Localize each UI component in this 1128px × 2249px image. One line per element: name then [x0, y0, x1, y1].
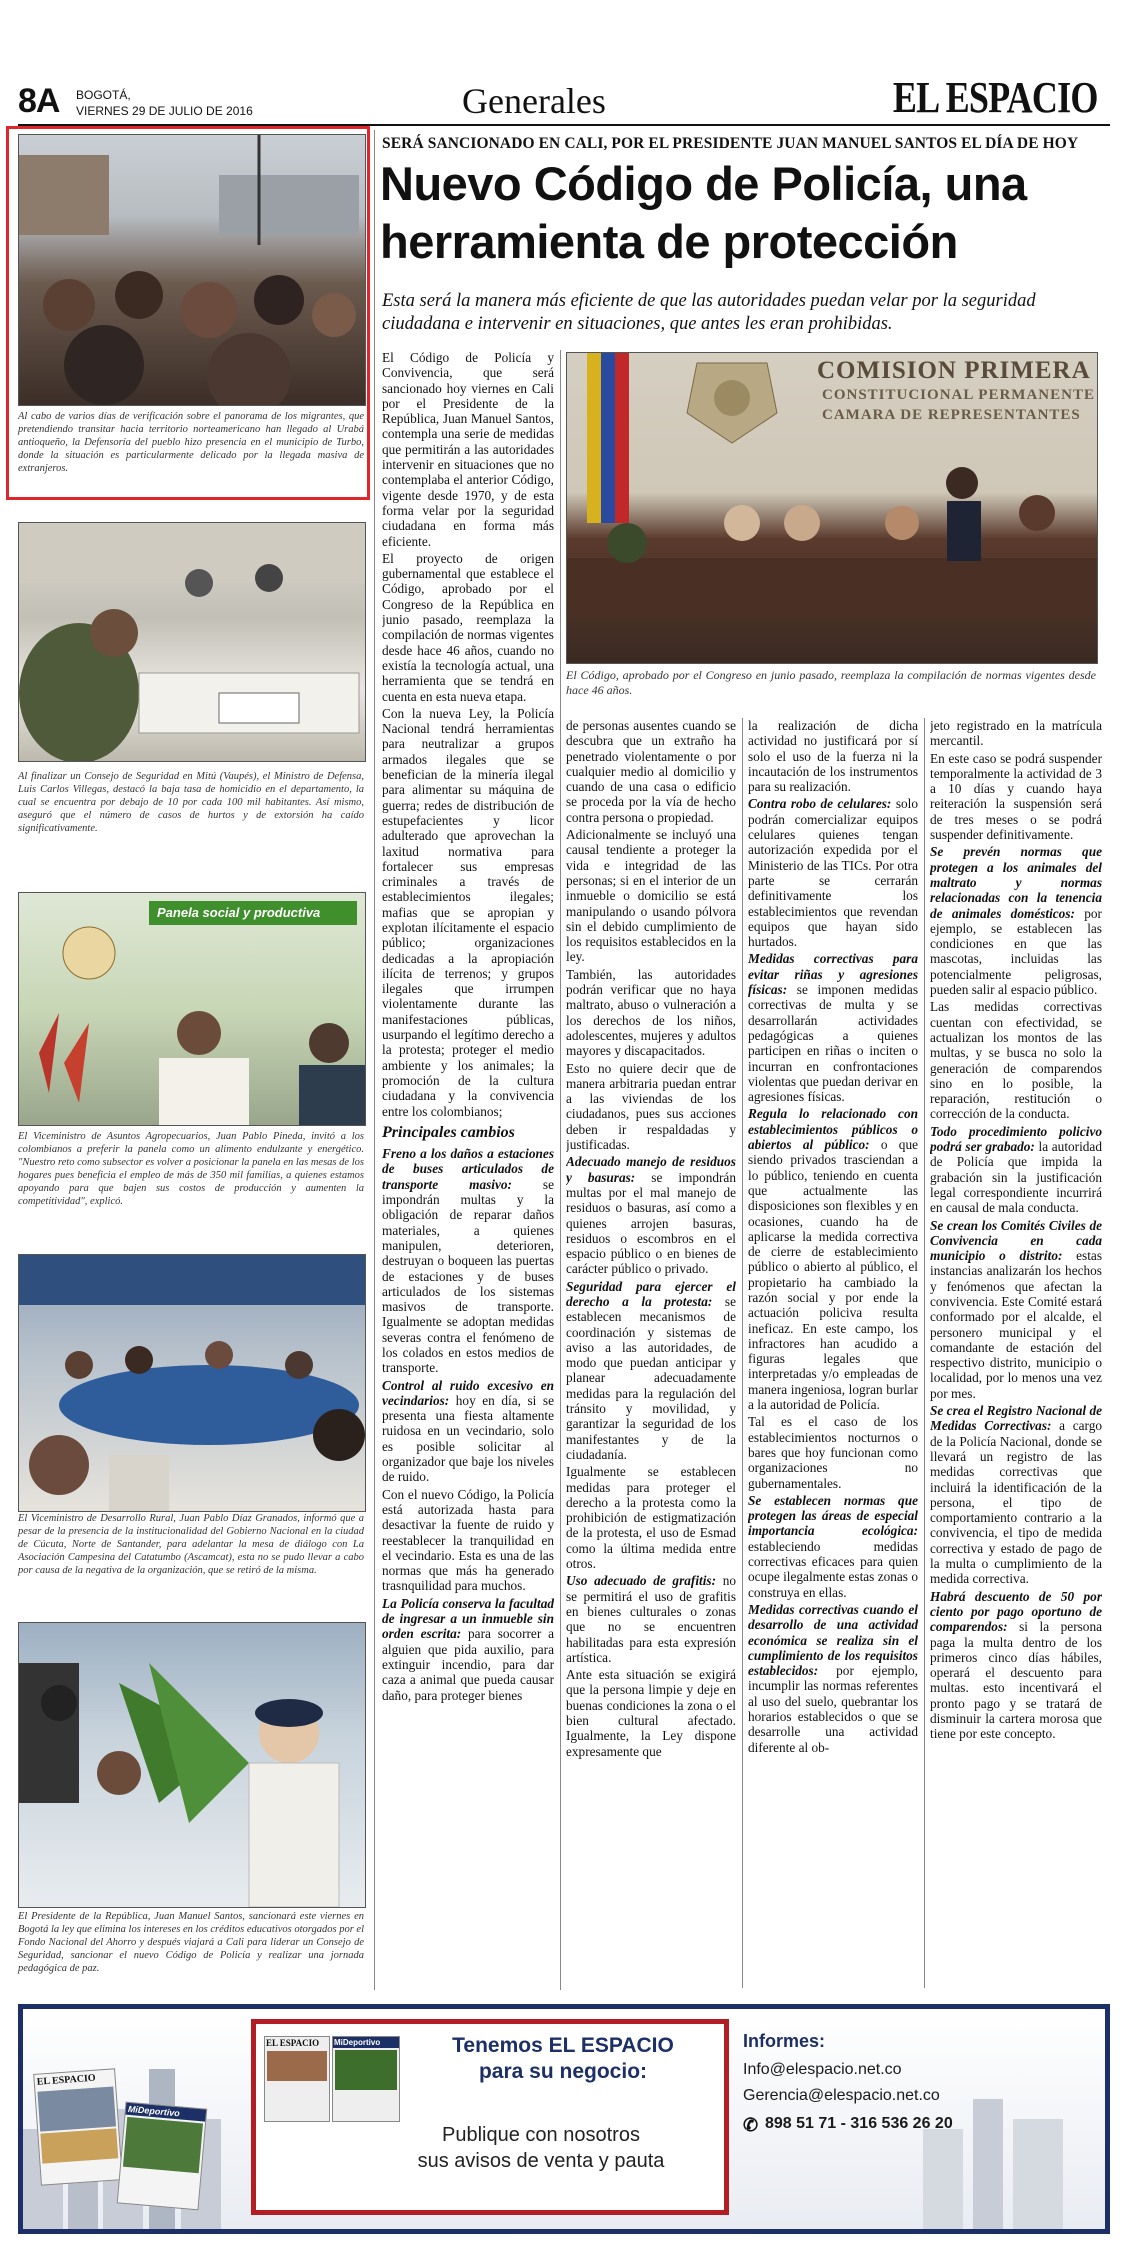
paragraph: Habrá descuento de 50 por ciento por pago oportuno de comparendos: si la persona paga la multa dentro de los primeros cinco días hábiles, operará el descuento para multas. esto incentivará el pronto pago y se tratará de disminuir la cartera morosa que tiene por este concepto. — [930, 1588, 1102, 1742]
ad-body-line2: sus avisos de venta y pauta — [417, 2150, 665, 2172]
headline-line2: herramienta de protección — [380, 215, 958, 268]
dateline-city: BOGOTÁ, — [76, 88, 131, 102]
advertisement[interactable] — [18, 2004, 1110, 2234]
security-council-photo — [18, 522, 366, 762]
paragraph: Con la nueva Ley, la Policía Nacional tendrá herramientas para neutralizar a grupos armados ilegales que se benefician de la minería ilegal para alimentar su máquina de guerra; redes de distribución de estupefacientes y licor adulterado que aprovechan la laxitud normativa para fortalecer sus empresas criminales a través de establecimientos ilegales; mafias que se apropian y explotan ilícitamente el espacio público; organizaciones dedicadas a la apropiación ilícita de terrenos; y grupos ilegales que irrumpen violentamente durante las manifestaciones públicas, usurpando el legítimo derecho a la protesta; proteger el medio ambiente y los animales; la promoción de la cultura ciudadana y la convivencia entre los colombianos; — [382, 705, 554, 1119]
paragraph: Todo procedimiento policivo podrá ser grabado: la autoridad de Policía que impida la grabación sin la justificación legal correspondiente incurrirá en causal de mala conducta. — [930, 1123, 1102, 1216]
paragraph: Las medidas correctivas cuentan con efectividad, se actualizan los montos de las multas, y se busca no solo la generación de comparendos sino en lo posible, la reparación, restitución o corrección de la conducta. — [930, 999, 1102, 1122]
caption-cucuta: El Viceministro de Desarrollo Rural, Juan Pablo Díaz Granados, informó que a pesar de la presencia de la institucionalidad del Gobierno Nacional en la ciudad de Cúcuta, Norte de Santander, para adelantar la mesa de diálogo con La Asociación Campesina del Catatumbo (Ascamcat), esta no se pudo llevar a cabo por causa de la negativa de la organización, que se retiró de la misma. — [18, 1513, 364, 1576]
informes-label: Informes: — [743, 2031, 826, 2051]
mini-photo — [37, 2086, 116, 2131]
paragraph: Uso adecuado de grafitis: no se permitirá el uso de grafitis en bienes culturales o zonas que no se encuentren habilitadas para esta expresión artística. — [566, 1573, 736, 1665]
congress-commission-photo — [566, 352, 1098, 664]
brand-logo: EL ESPACIO — [893, 73, 1098, 122]
president-santos-photo — [18, 1622, 366, 1908]
commission-sign-line1: COMISION PRIMERA — [817, 357, 1091, 384]
paragraph: El proyecto de origen gubernamental que establece el Código, aprobado por el Congreso de la República en junio pasado, reemplaza la compilación de normas vigentes desde hace 46 años, cuando no existía la tecnología actual, una herramienta que se tendrá en cuenta en esta nueva etapa. — [382, 550, 554, 704]
caption-president: El Presidente de la República, Juan Manuel Santos, sancionará este viernes en Bogotá la ley que elimina los intereses en los créditos educativos otorgados por el Fondo Nacional del Ahorro y después viajará a Cali para liderar un Consejo de Seguridad, sancionar el nuevo Código de Policía y realizar una jornada pedagógica de paz. — [18, 1911, 364, 1974]
paragraph: Freno a los daños a estaciones de buses articulados de transporte masivo: se impondrán multas y la obligación de reparar daños materiales, a quienes manipulen, deterioren, destruyan o boqueen las puertas de estaciones y de buses articulados de los sistemas masivos de transporte. Igualmente se adoptan medidas severas contra el fenómeno de los colados en estos medios de transporte. — [382, 1146, 554, 1376]
paragraph: Con el nuevo Código, la Policía está autorizada hasta para desactivar la fuente de ruido y reestablecer la tranquilidad en el vecindario. Esta es una de las normas que más ha generado trasnquilidad para muchos. — [382, 1486, 554, 1594]
mini-photo — [267, 2051, 327, 2081]
headline-line1: Nuevo Código de Policía, una — [380, 157, 1027, 210]
paragraph: Ante esta situación se exigirá que la persona limpie y deje en buenas condiciones la zona o el bien cultural afectado. Igualmente, la Ley dispone expresamente que — [566, 1667, 736, 1759]
commission-sign-line3: CAMARA DE REPRESENTANTES — [822, 407, 1081, 423]
mini-newspaper-4 — [332, 2036, 400, 2122]
ad-frame — [251, 2019, 729, 2215]
subhead-principales-cambios: Principales cambios — [382, 1123, 515, 1141]
mini-newspaper-sub: MiDeportivo — [333, 2037, 399, 2048]
mini-newspaper-sub: MiDeportivo — [125, 2103, 206, 2122]
mini-newspaper-brand: EL ESPACIO — [36, 2072, 97, 2088]
paragraph: Control al ruido excesivo en vecindarios: hoy en día, si se presenta una fiesta altamente ruidosa en un vecindario, solo es posible solicitar al organizador que baje los niveles de ruido. — [382, 1377, 554, 1485]
column-divider — [560, 350, 561, 1990]
email-gerencia-link[interactable]: Gerencia@elespacio.net.co — [743, 2087, 940, 2104]
highlight-box — [6, 126, 370, 500]
ad-headline-line2: para su negocio: — [478, 2060, 648, 2083]
article-column-3 — [748, 718, 918, 1988]
paragraph: En este caso se podrá suspender temporalmente la actividad de 3 a 10 días y cuando haya reiteración la suspensión será de tres meses o se podrá suspender definitivamente. — [930, 750, 1102, 843]
mini-photo — [40, 2128, 118, 2163]
paragraph: Se crea el Registro Nacional de Medidas Correctivas: a cargo de la Policía Nacional, donde se llevará un registro de las medidas correctivas que incluirá la identificación de la persona, el tipo de comportamiento contrario a la convivencia, el tipo de medida correctiva y estado de pago de la multa o cumplimiento de la medida correctiva. — [930, 1403, 1102, 1587]
panela-event-photo — [18, 892, 366, 1126]
paragraph: Adicionalmente se incluyó una causal tendiente a proteger la vida e integridad de las personas; si en el interior de un inmueble o domicilio se está manipulando o usando pólvora sin el debido cumplimiento de los requisitos establecidos en la ley. — [566, 827, 736, 965]
paragraph: También, las autoridades podrán verificar que no haya maltrato, abuso o vulneración a los derechos de los niños, adolescentes, mujeres y adultos mayores y discapacitados. — [566, 966, 736, 1059]
commission-sign-line2: CONSTITUCIONAL PERMANENTE — [822, 387, 1095, 403]
dateline-date: VIERNES 29 DE JULIO DE 2016 — [76, 104, 253, 118]
paragraph: Se crean los Comités Civiles de Convivencia en cada municipio o distrito: estas instancias analizarán los hechos y fenómenos que afectan la convivencia. Este Comité estará conformado por el alcalde, el personero municipal y el comandante de estación del respectivo distrito, municipio o localidad, por lo menos una vez por mes. — [930, 1217, 1102, 1401]
panela-illustration — [19, 893, 365, 1125]
paragraph: Igualmente se establecen medidas para proteger el derecho a la protesta como la prohibición de estigmatización de la protesta, el uso de Esmad como la última medida entre otros. — [566, 1464, 736, 1572]
deck: Esta será la manera más eficiente de que las autoridades puedan velar por la seguridad ciudadana e intervenir en situaciones, que antes les eran prohibidas. — [382, 291, 1036, 334]
article-column-4 — [930, 718, 1102, 1988]
phone-numbers[interactable]: 898 51 71 - 316 536 26 20 — [765, 2115, 953, 2132]
panela-banner: Panela social y productiva — [149, 901, 357, 925]
paragraph: de personas ausentes cuando se descubra que un extraño ha penetrado violentamente o por cualquier medio al domicilio y cuando de una casa o edificio se proceda por la vía de hecho contra persona o propiedad. — [566, 718, 736, 825]
paragraph: la realización de dicha actividad no justificará por sí solo el uso de la fuerza ni la incautación de los instrumentos para su realización. — [748, 718, 918, 795]
article-column-1 — [382, 350, 554, 1990]
caption-migrants: Al cabo de varios días de verificación sobre el panorama de los migrantes, que pretendiendo transitar hacia territorio norteamericano han llegado al Urabá antioqueño, la Defensoría del pueblo hizo presencia en el municipio de Turbo, donde la situación es particularmente delicado por la llegada masiva de extranjeros. — [18, 411, 364, 474]
mini-newspaper-3 — [264, 2036, 330, 2122]
ad-body-line1: Publique con nosotros — [442, 2124, 640, 2146]
santos-illustration — [19, 1623, 365, 1907]
main-photo-caption: El Código, aprobado por el Congreso en junio pasado, reemplaza la compilación de normas vigentes desde hace 46 años. — [566, 668, 1096, 697]
mini-photo — [335, 2050, 397, 2090]
paragraph: Seguridad para ejercer el derecho a la protesta: se establecen mecanismos de coordinación y sistemas de aviso a las autoridades, de modo que puedan anticipar y planear adecuadamente medidas para la regulación del tránsito y movilidad, y garantizar la seguridad de los manifestantes y de la ciudadanía. — [566, 1278, 736, 1462]
email-info-link[interactable]: Info@elespacio.net.co — [743, 2061, 902, 2078]
cucuta-dialogue-photo — [18, 1254, 366, 1512]
phone-icon: ✆ — [743, 2115, 759, 2135]
page-number: 8A — [18, 82, 60, 120]
paragraph: Esto no quiere decir que de manera arbitraria puedan entrar a las viviendas de los ciudadanos, pues sus acciones deben ir respaldadas y justificadas. — [566, 1060, 736, 1153]
article-column-2 — [566, 718, 736, 1988]
paragraph: La Policía conserva la facultad de ingresar a un inmueble sin orden escrita: para socorrer a alguien que pida auxilio, para extinguir incendio, para dar caza a animal que pueda causar daño, para proteger bienes — [382, 1595, 554, 1703]
paragraph: jeto registrado en la matrícula mercantil. — [930, 718, 1102, 749]
paragraph: Regula lo relacionado con establecimientos públicos o abiertos al público: o que siendo privados trasciendan a lo público, teniendo en cuenta que actualmente las disposiciones son flexibles y en ocasiones, cuando ha de aplicarse la medida correctiva de cierre de establecimiento público o abierto al público, el propietario ha cambiado la razón social y por ende la actuación policiva resulta ineficaz. En este campo, los infractores han acudido a figuras legales que interpretadas y/o empleadas de manera ingeniosa, logran burlar a la autoridad de Policía. — [748, 1106, 918, 1413]
kicker: SERÁ SANCIONADO EN CALI, POR EL PRESIDENTE JUAN MANUEL SANTOS EL DÍA DE HOY — [382, 135, 1079, 152]
column-divider — [924, 718, 925, 1988]
paragraph: Se establecen normas que protegen las áreas de especial importancia ecológica: estableciendo medidas correctivas eficaces para quien ocupe ilegalmente estas zonas o construya en ellas. — [748, 1492, 918, 1600]
paragraph: Tal es el caso de los establecimientos nocturnos o bares que hoy funcionan como organizaciones no gubernamentales. — [748, 1414, 918, 1491]
mini-newspaper-2 — [117, 2102, 208, 2211]
caption-panela: El Viceministro de Asuntos Agropecuarios, Juan Pablo Pineda, invitó a los colombianos a preferir la panela como un alimento endulzante y energético. "Nuestro reto como subsector es volver a posicionar la panela en las mesas de los hogares pues beneficia el empleo de más de 350 mil familias, a quienes estamos apoyando para que bajen sus costos de producción y aumenten la competitividad", explicó. — [18, 1131, 364, 1207]
caption-security-council: Al finalizar un Consejo de Seguridad en Mitú (Vaupés), el Ministro de Defensa, Luis Carlos Villegas, destacó la baja tasa de homicidio en el departamento, la cual se encuentra por debajo de 10 por cada 100 mil habitantes. Así mismo, aseguró que el número de casos de hurtos y de extorsión ha caído significativamente. — [18, 771, 364, 834]
paragraph: Contra robo de celulares: solo podrán comercializar equipos celulares quienes tengan autorización expedida por el Ministerio de las TICs. Por otra parte se cerrarán definitivamente los establecimientos que revendan equipos que hayan sido hurtados. — [748, 796, 918, 950]
mini-newspaper-1 — [33, 2068, 123, 2185]
paragraph: El Código de Policía y Convivencia, que será sancionado hoy viernes en Cali por el Presidente de la República, Juan Manuel Santos, contempla una serie de medidas que permitirán a las autoridades intervenir en situaciones que no contemplaba el anterior Código, vigente desde 1970, y de esta forma velar por la seguridad ciudadana en forma más eficiente. — [382, 350, 554, 549]
mini-photo — [123, 2117, 203, 2173]
paragraph: Se prevén normas que protegen a los animales del maltrato y normas relacionadas con la tenencia de animales domésticos: por ejemplo, se establecen las condiciones en que las mascotas, incluidas las potencialmente peligrosas, pueden salir al espacio público. — [930, 844, 1102, 998]
sidebar-divider — [374, 130, 375, 1990]
paragraph: Medidas correctivas cuando el desarrollo de una actividad económica se realiza sin el cumplimiento de los requisitos establecidos: por ejemplo, incumplir las normas referentes al uso del suelo, quebrantar los horarios establecidos o que se desarrolle una actividad diferente al ob- — [748, 1601, 918, 1755]
ad-headline-line1: Tenemos EL ESPACIO — [452, 2034, 674, 2057]
paragraph: Adecuado manejo de residuos y basuras: se impondrán multas por el mal manejo de residuos o basuras, así como a quienes arrojen basuras, residuos o escombros en el espacio público o en bienes de carácter público o privado. — [566, 1154, 736, 1277]
section-title: Generales — [462, 81, 606, 121]
paragraph: Medidas correctivas para evitar riñas y agresiones físicas: se imponen medidas correctivas de multa y se desarrollarán actividades pedagógicas a quienes participen en riñas o inciten o incurran en confrontaciones violentas que puedan derivar en agresiones físicas. — [748, 951, 918, 1105]
mini-newspaper-brand: EL ESPACIO — [266, 2038, 320, 2048]
meeting-illustration — [19, 523, 365, 761]
column-divider — [742, 718, 743, 1988]
roundtable-illustration — [19, 1255, 365, 1511]
